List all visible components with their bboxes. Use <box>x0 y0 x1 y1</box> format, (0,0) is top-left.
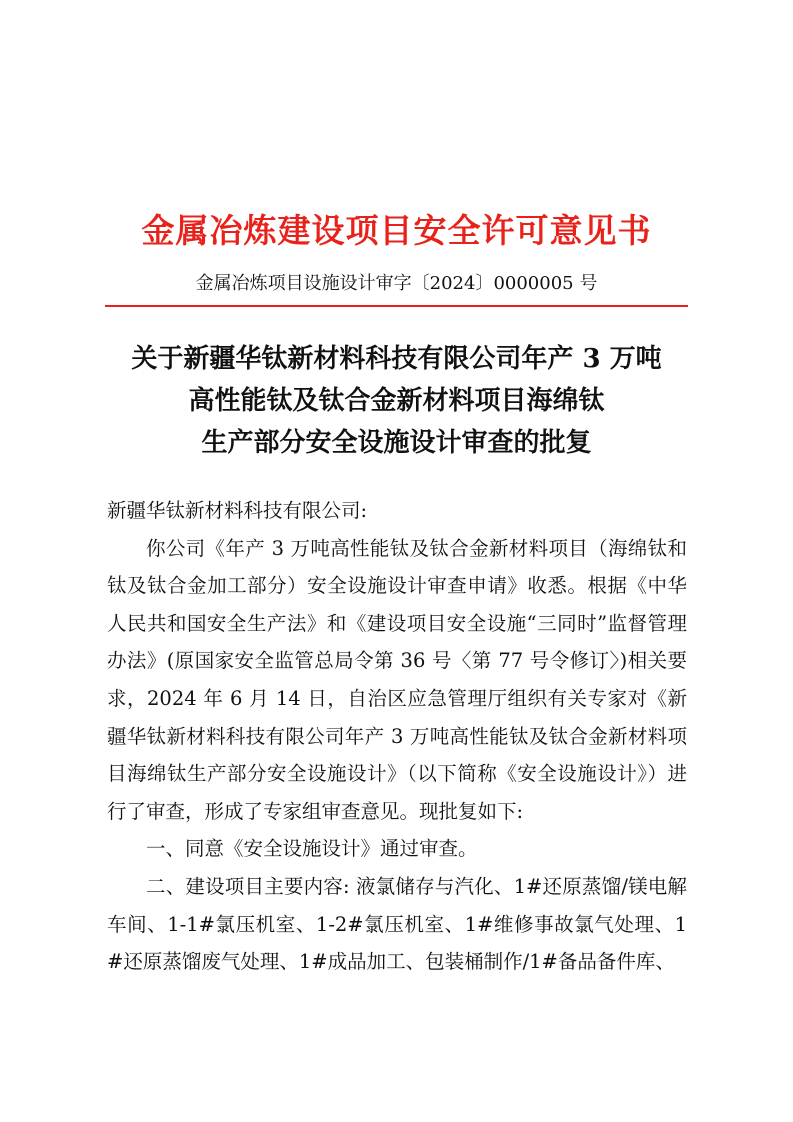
document-title <box>0 338 793 464</box>
document-header-title: 金属冶炼建设项目安全许可意见书 <box>141 211 652 250</box>
salutation: 新疆华钛新材料科技有限公司: <box>107 499 368 522</box>
red-divider-rule <box>105 305 688 307</box>
document-title-line: 关于新疆华钛新材料科技有限公司年产 3 万吨 <box>131 344 662 374</box>
body-paragraph: 你公司《年产 3 万吨高性能钛及钛合金新材料项目（海绵钛和钛及钛合金加工部分）安全设施设计审查申请》收悉。根据《中华人民共和国安全生产法》和《建设项目安全设施“三同时”监督管理办法》(原国家安全监管总局令第 36 号〈第 77 号令修订〉)相关要求，2024 年 6 月 14 日，自治区应急管理厅组织有关专家对《新疆华钛新材料科技有限公司年产 3 万吨高性能钛及钛合金新材料项目海绵钛生产部分安全设施设计》（以下简称《安全设施设计》）进行了审查，形成了专家组审查意见。现批复如下: <box>107 536 687 823</box>
document-title-line: 生产部分安全设施设计审查的批复 <box>201 428 592 458</box>
body-paragraph: 一、同意《安全设施设计》通过审查。 <box>146 837 478 861</box>
document-title-line: 高性能钛及钛合金新材料项目海绵钛 <box>188 386 605 416</box>
body-paragraph: 二、建设项目主要内容: 液氯储存与汽化、1#还原蒸馏/镁电解车间、1-1#氯压机室、1-2#氯压机室、1#维修事故氯气处理、1#还原蒸馏废气处理、1#成品加工、包装桶制作/1#备品备件库、 <box>107 874 687 974</box>
document-body <box>107 492 687 981</box>
document-number: 金属冶炼项目设施设计审字〔2024〕0000005 号 <box>195 273 598 294</box>
